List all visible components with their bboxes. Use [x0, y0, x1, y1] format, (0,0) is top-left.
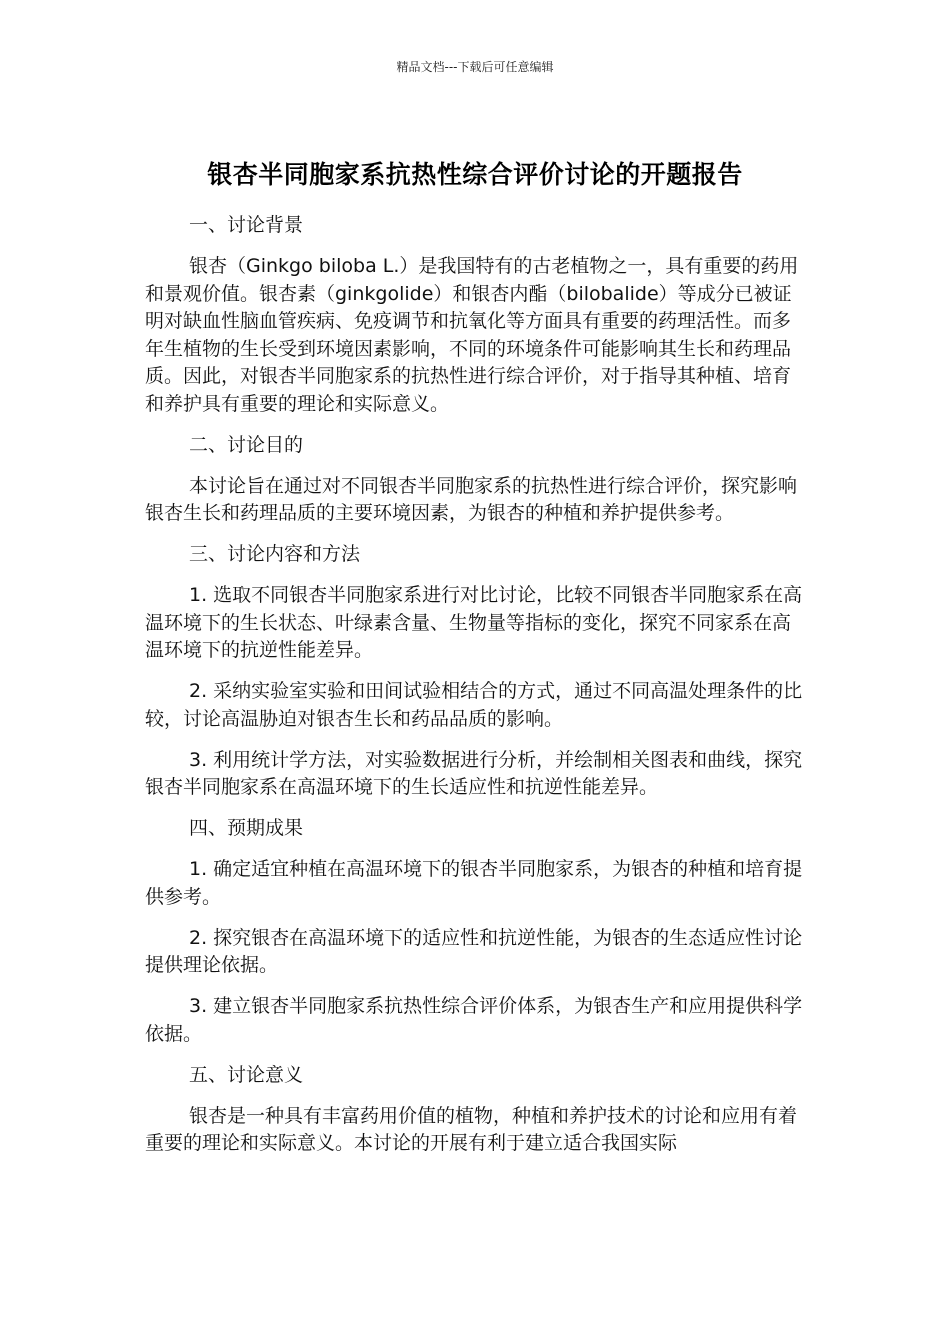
section-heading-outcomes: 四、预期成果 — [189, 817, 304, 839]
methods-item-3: 3. 利用统计学方法，对实验数据进行分析，并绘制相关图表和曲线，探究银杏半同胞家系在高温环境下的生长适应性和抗逆性能差异。 — [145, 748, 803, 798]
section-heading-significance: 五、讨论意义 — [189, 1063, 304, 1086]
document-title: 银杏半同胞家系抗热性综合评价讨论的开题报告 — [207, 159, 743, 189]
outcomes-item-1: 1. 确定适宜种植在高温环境下的银杏半同胞家系，为银杏的种植和培育提供参考。 — [145, 858, 803, 908]
outcomes-item-2: 2. 探究银杏在高温环境下的适应性和抗逆性能，为银杏的生态适应性讨论提供理论依据。 — [145, 926, 803, 976]
document-body — [145, 212, 805, 1171]
section-heading-methods: 三、讨论内容和方法 — [189, 543, 361, 565]
outcomes-item-3: 3. 建立银杏半同胞家系抗热性综合评价体系，为银杏生产和应用提供科学依据。 — [145, 995, 803, 1045]
purpose-paragraph: 本讨论旨在通过对不同银杏半同胞家系的抗热性进行综合评价，探究影响银杏生长和药理品质的主要环境因素，为银杏的种植和养护提供参考。 — [145, 474, 798, 524]
background-paragraph: 银杏（Ginkgo biloba L.）是我国特有的古老植物之一，具有重要的药用和景观价值。银杏素（ginkgolide）和银杏内酯（bilobalide）等成分已被证明对缺血性脑血管疾病、免疫调节和抗氧化等方面具有重要的药理活性。而多年生植物的生长受到环境因素影响，不同的环境条件可能影响其生长和药理品质。因此，对银杏半同胞家系的抗热性进行综合评价，对于指导其种植、培育和养护具有重要的理论和实际意义。 — [145, 255, 799, 415]
methods-item-2: 2. 采纳实验室实验和田间试验相结合的方式，通过不同高温处理条件的比较，讨论高温胁迫对银杏生长和药品品质的影响。 — [145, 680, 803, 730]
page-header: 精品文档---下载后可任意编辑 — [396, 60, 554, 74]
significance-paragraph: 银杏是一种具有丰富药用价值的植物，种植和养护技术的讨论和应用有着重要的理论和实际意义。本讨论的开展有利于建立适合我国实际 — [145, 1104, 798, 1154]
methods-item-1: 1. 选取不同银杏半同胞家系进行对比讨论，比较不同银杏半同胞家系在高温环境下的生长状态、叶绿素含量、生物量等指标的变化，探究不同家系在高温环境下的抗逆性能差异。 — [145, 584, 803, 661]
section-heading-background: 一、讨论背景 — [189, 214, 304, 236]
section-heading-purpose: 二、讨论目的 — [189, 433, 304, 456]
